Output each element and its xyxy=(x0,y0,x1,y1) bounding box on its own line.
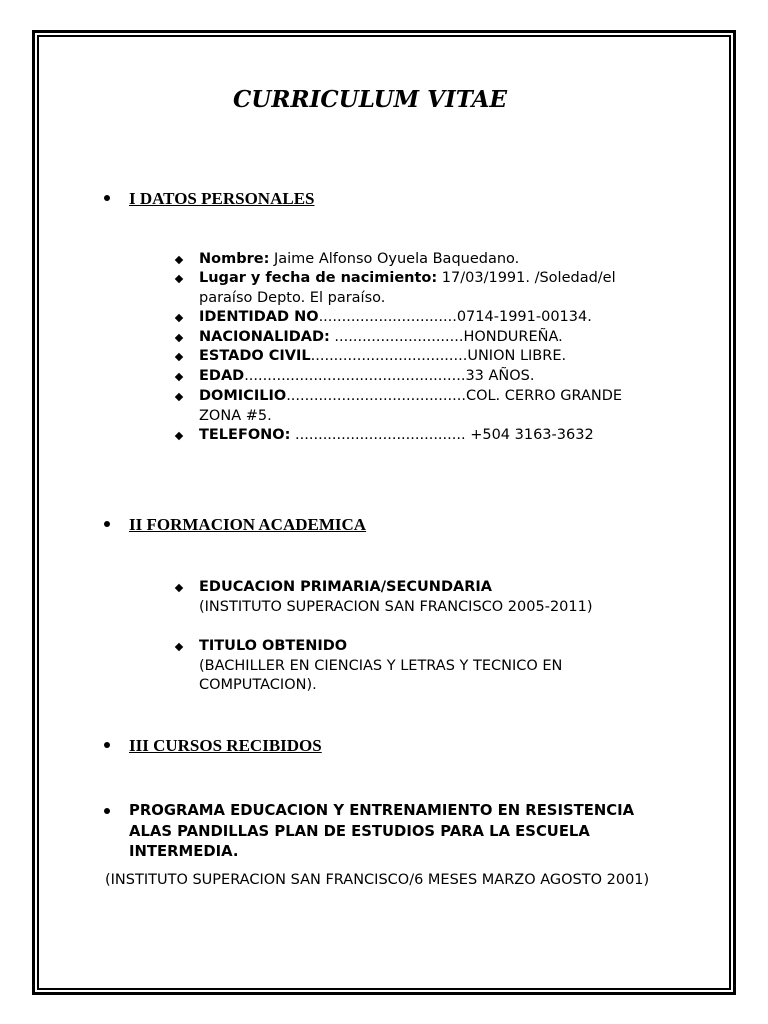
section-courses-heading: III CURSOS RECIBIDOS xyxy=(129,736,322,755)
field-address xyxy=(176,387,646,426)
bullet-icon xyxy=(104,521,110,527)
diamond-bullet-icon xyxy=(175,256,183,264)
field-address-value: .......................................COL. CERRO GRANDE ZONA #5. xyxy=(199,388,623,424)
diamond-bullet-icon xyxy=(175,393,183,401)
diamond-bullet-icon xyxy=(175,353,183,361)
document-title: CURRICULUM VITAE xyxy=(233,86,507,113)
field-id xyxy=(176,308,646,328)
section-academic-heading: II FORMACION ACADEMICA xyxy=(129,515,367,534)
bullet-icon xyxy=(104,195,110,201)
diamond-bullet-icon xyxy=(175,314,183,322)
field-nationality-value: ............................HONDUREÑA. xyxy=(329,329,563,345)
diamond-bullet-icon xyxy=(175,432,183,440)
bullet-icon xyxy=(104,808,110,814)
field-nationality xyxy=(176,328,646,348)
diamond-bullet-icon xyxy=(175,275,183,283)
field-phone-label: TELEFONO: xyxy=(199,427,291,443)
field-phone-value: ..................................... +504 3163-3632 xyxy=(290,427,594,443)
field-address-label: DOMICILIO xyxy=(199,388,287,404)
academic-education xyxy=(176,578,646,617)
field-name-label: Nombre: xyxy=(199,251,270,267)
bullet-icon xyxy=(104,742,110,748)
academic-degree-value: (BACHILLER EN CIENCIAS Y LETRAS Y TECNICO EN COMPUTACION). xyxy=(199,657,563,694)
field-id-value: ..............................0714-1991-00134. xyxy=(318,309,592,325)
course-institution: (INSTITUTO SUPERACION SAN FRANCISCO/6 MESES MARZO AGOSTO 2001) xyxy=(105,872,650,888)
academic-education-label: EDUCACION PRIMARIA/SECUNDARIA xyxy=(199,579,492,595)
field-birth-label: Lugar y fecha de nacimiento: xyxy=(199,270,438,286)
field-age-label: EDAD xyxy=(199,368,245,384)
diamond-bullet-icon xyxy=(175,643,183,651)
field-age xyxy=(176,367,646,387)
field-id-label: IDENTIDAD NO xyxy=(199,309,319,325)
field-phone xyxy=(176,426,646,446)
diamond-bullet-icon xyxy=(175,334,183,342)
diamond-bullet-icon xyxy=(175,584,183,592)
course-program xyxy=(104,801,674,863)
field-civil-label: ESTADO CIVIL xyxy=(199,348,311,364)
section-personal-heading: I DATOS PERSONALES xyxy=(129,189,315,208)
academic-degree xyxy=(176,637,646,696)
field-age-value: ................................................33 AÑOS. xyxy=(244,368,535,384)
field-name-value: Jaime Alfonso Oyuela Baquedano. xyxy=(269,251,520,267)
course-program-text: PROGRAMA EDUCACION Y ENTRENAMIENTO EN RESISTENCIA ALAS PANDILLAS PLAN DE ESTUDIOS PARA LA ESCUELA INTERMEDIA. xyxy=(129,802,635,860)
academic-degree-label: TITULO OBTENIDO xyxy=(199,638,348,654)
field-civil xyxy=(176,347,646,367)
field-birth xyxy=(176,269,646,308)
field-civil-value: ..................................UNION LIBRE. xyxy=(310,348,567,364)
diamond-bullet-icon xyxy=(175,373,183,381)
field-birth-value: 17/03/1991. /Soledad/el paraíso Depto. El paraíso. xyxy=(199,270,616,306)
academic-education-value: (INSTITUTO SUPERACION SAN FRANCISCO 2005-2011) xyxy=(199,598,593,615)
field-name xyxy=(176,250,646,270)
field-nationality-label: NACIONALIDAD: xyxy=(199,329,330,345)
